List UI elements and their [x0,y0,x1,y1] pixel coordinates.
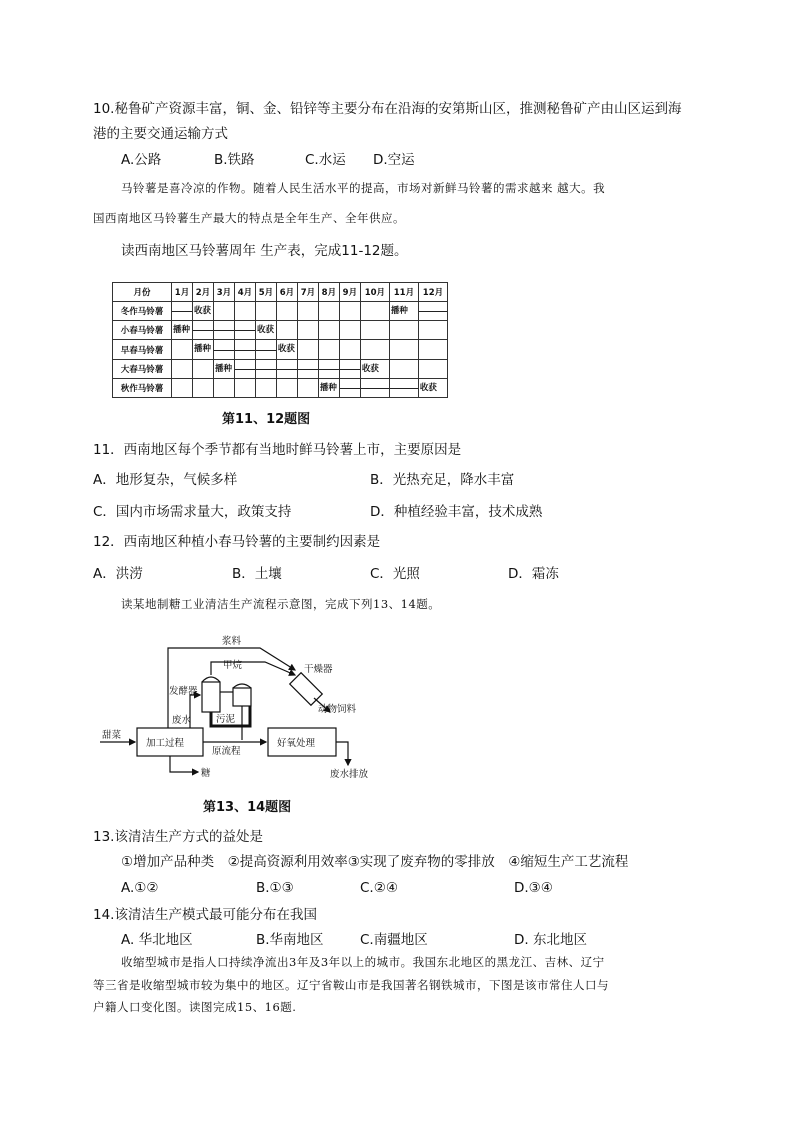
table-cell [318,302,339,321]
table-cell [418,359,447,378]
table-header-cell: 8月 [318,283,339,302]
q14-option-b: B.华南地区 [256,932,324,948]
label-jiangliao: 浆料 [222,636,242,647]
row-name: 冬作马铃薯 [113,302,172,321]
passage2-line2: 等三省是收缩型城市较为集中的地区。辽宁省鞍山市是我国著名钢铁城市，下图是该市常住人口与 [93,978,609,992]
row-name: 秋作马铃薯 [113,378,172,397]
table-cell [297,321,318,340]
table-cell [339,359,360,378]
potato-production-table [112,282,448,398]
table-row [113,340,448,359]
table-cell [389,359,418,378]
table-cell [172,302,193,321]
table-header-cell: 月份 [113,283,172,302]
table-cell [297,378,318,397]
table-cell [360,340,389,359]
q13-option-b: B.①③ [256,880,294,896]
q10-option-a: A.公路 [121,152,162,168]
figure-caption-13-14: 第13、14题图 [203,800,292,815]
sow-label: 播种 [390,306,408,317]
label-tang: 糖 [201,768,211,779]
label-ganzaoqi: 干燥器 [304,664,333,675]
table-cell [213,359,234,378]
table-cell [255,302,276,321]
table-cell [339,340,360,359]
q13-option-d: D.③④ [514,880,553,896]
table-cell [213,302,234,321]
q10-option-d: D.空运 [373,152,415,168]
passage2-line3: 户籍人口变化图。读图完成15、16题. [93,1000,297,1014]
table-cell [276,378,297,397]
label-yuanliucheng: 原流程 [212,746,241,757]
harvest-label: 收获 [193,306,211,317]
q13-option-c: C.②④ [360,880,398,896]
table-cell [318,340,339,359]
table-cell [172,359,193,378]
intro-11-12: 读西南地区马铃薯周年 生产表，完成11-12题。 [121,243,408,259]
table-cell [192,321,213,340]
sow-label: 播种 [319,382,337,393]
table-cell [255,378,276,397]
harvest-label: 收获 [277,344,295,355]
table-cell [318,378,339,397]
table-cell [172,340,193,359]
q11-option-a: A．地形复杂，气候多样 [93,472,238,488]
table-cell [172,321,193,340]
intro-13-14: 读某地制糖工业清洁生产流程示意图，完成下列13、14题。 [121,597,441,611]
table-cell [389,340,418,359]
table-cell [297,302,318,321]
table-header-cell: 4月 [234,283,255,302]
table-cell [255,321,276,340]
table-cell [213,321,234,340]
q11-option-d: D．种植经验丰富，技术成熟 [370,504,543,520]
row-name: 小春马铃薯 [113,321,172,340]
table-cell [297,340,318,359]
table-header-cell: 9月 [339,283,360,302]
table-cell [234,302,255,321]
table-row [113,302,448,321]
q11-stem: 11．西南地区每个季节都有当地时鲜马铃薯上市，主要原因是 [93,442,462,458]
label-jiagong: 加工过程 [146,738,185,749]
q10-option-b: B.铁路 [214,152,255,168]
q11-option-c: C．国内市场需求量大，政策支持 [93,504,292,520]
sugar-process-diagram [90,630,390,790]
figure-caption-11-12: 第11、12题图 [222,412,311,427]
sow-label: 播种 [193,344,211,355]
row-name: 早春马铃薯 [113,340,172,359]
q13-choices: ①增加产品种类 ②提高资源利用效率③实现了废弃物的零排放 ④缩短生产工艺流程 [121,854,629,870]
harvest-label: 收获 [361,363,379,374]
table-cell [418,302,447,321]
table-header-cell: 2月 [192,283,213,302]
sow-label: 播种 [173,325,191,336]
table-cell [213,340,234,359]
label-fajiaoqi: 发酵器 [169,686,198,697]
table-cell [418,340,447,359]
label-dongwusiliao: 动物饲料 [318,704,357,715]
table-cell [389,302,418,321]
table-cell [192,340,213,359]
table-cell [213,378,234,397]
table-row [113,321,448,340]
table-header-cell: 12月 [418,283,447,302]
table-cell [318,321,339,340]
table-row [113,378,448,397]
table-cell [192,302,213,321]
table-cell [389,378,418,397]
fermenter-icon [202,682,220,712]
table-cell [192,359,213,378]
table-header-cell: 10月 [360,283,389,302]
table-cell [360,321,389,340]
table-cell [276,359,297,378]
table-header-cell: 7月 [297,283,318,302]
table-cell [339,302,360,321]
harvest-label: 收获 [256,325,274,336]
passage1-line2: 国西南地区马铃薯生产最大的特点是全年生产、全年供应。 [93,211,405,225]
label-tiancai: 甜菜 [102,730,122,741]
table-cell [192,378,213,397]
table-cell [234,359,255,378]
q14-option-c: C.南疆地区 [360,932,428,948]
table-cell [360,378,389,397]
table-header-cell: 1月 [172,283,193,302]
q12-option-a: A．洪涝 [93,566,143,582]
table-cell [234,378,255,397]
table-cell [234,321,255,340]
q12-option-c: C．光照 [370,566,420,582]
table-cell [276,340,297,359]
table-header-cell: 5月 [255,283,276,302]
table-cell [389,321,418,340]
table-cell [297,359,318,378]
q10-stem-line1: 10.秘鲁矿产资源丰富，铜、金、铅锌等主要分布在沿海的安第斯山区，推测秘鲁矿产由山区运到海 [93,101,682,117]
label-jiawan: 甲烷 [223,660,243,671]
q10-option-c: C.水运 [305,152,346,168]
table-cell [255,359,276,378]
q10-stem-line2: 港的主要交通运输方式 [93,126,228,142]
label-feishuipaifang: 废水排放 [330,769,369,780]
table-cell [418,378,447,397]
table-cell [418,321,447,340]
sow-label: 播种 [214,363,232,374]
row-name: 大春马铃薯 [113,359,172,378]
label-feishui: 废水 [172,715,192,726]
table-header-cell: 3月 [213,283,234,302]
table-header-row [113,283,448,302]
q12-option-b: B．土壤 [232,566,282,582]
passage2-line1: 收缩型城市是指人口持续净流出3年及3年以上的城市。我国东北地区的黑龙江、吉林、辽宁 [121,955,605,969]
table-cell [318,359,339,378]
sludge-tank-icon [233,688,251,706]
table-cell [339,321,360,340]
q14-option-d: D. 东北地区 [514,932,587,948]
q12-stem: 12．西南地区种植小春马铃薯的主要制约因素是 [93,534,381,550]
q13-option-a: A.①② [121,880,159,896]
table-cell [276,321,297,340]
passage1-line1: 马铃薯是喜冷凉的作物。随着人民生活水平的提高，市场对新鲜马铃薯的需求越来 越大。我 [121,181,606,195]
table-cell [339,378,360,397]
table-cell [360,359,389,378]
table-cell [360,302,389,321]
table-cell [276,302,297,321]
q14-stem: 14.该清洁生产模式最可能分布在我国 [93,907,317,923]
table-cell [255,340,276,359]
label-wuni: 污泥 [216,714,236,725]
q14-option-a: A. 华北地区 [121,932,193,948]
q11-option-b: B．光热充足，降水丰富 [370,472,515,488]
q12-option-d: D．霜冻 [508,566,559,582]
table-header-cell: 11月 [389,283,418,302]
table-header-cell: 6月 [276,283,297,302]
table-row [113,359,448,378]
harvest-label: 收获 [419,382,437,393]
label-haoqichuli: 好氧处理 [277,738,316,749]
q13-stem: 13.该清洁生产方式的益处是 [93,829,263,845]
table-cell [234,340,255,359]
table-cell [172,378,193,397]
